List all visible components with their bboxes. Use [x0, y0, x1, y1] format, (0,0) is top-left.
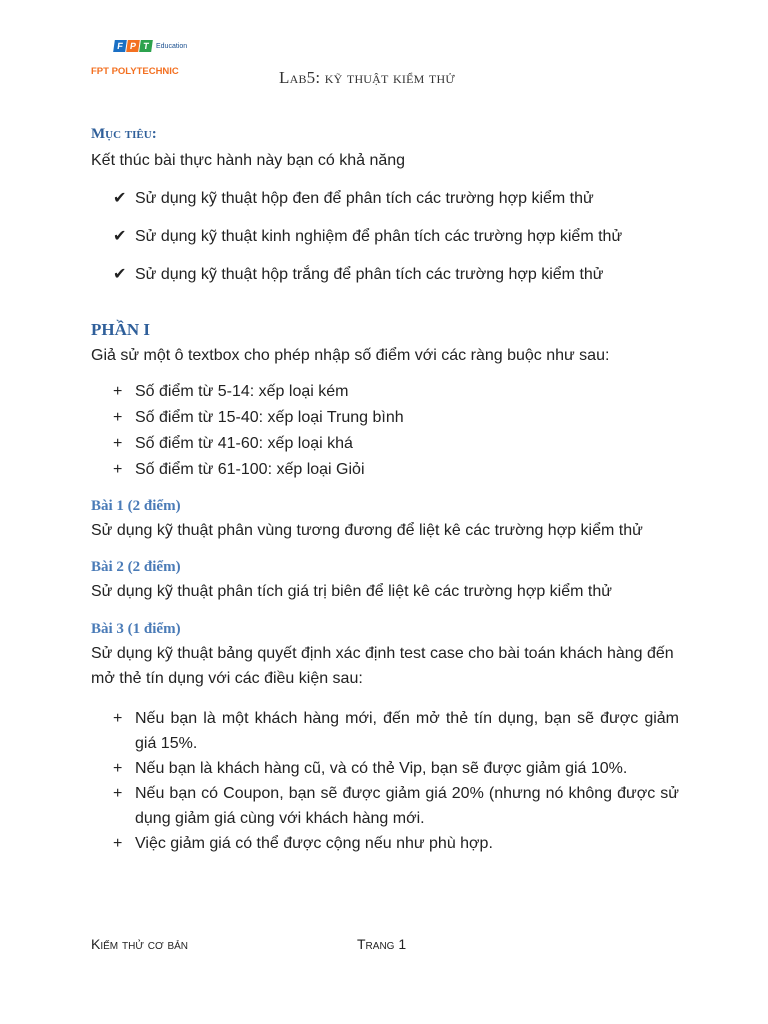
logo-letter-t: T — [139, 40, 153, 52]
condition-item — [113, 706, 679, 756]
fpt-logo-mark — [114, 40, 187, 52]
part-heading: PHẦN I — [91, 320, 151, 339]
condition-item — [113, 781, 679, 831]
objectives-heading: Mục tiêu: — [91, 126, 157, 142]
check-icon: ✔ — [113, 190, 127, 207]
constraint-text: Số điểm từ 41-60: xếp loại khá — [135, 435, 353, 452]
exercise-3-text: Sử dụng kỹ thuật bảng quyết định xác định test case cho bài toán khách hàng đến mở thẻ tín dụng với các điều kiện sau: — [91, 645, 674, 687]
condition-item — [113, 756, 679, 781]
constraint-item — [113, 409, 404, 427]
plus-bullet-icon: + — [113, 760, 123, 777]
plus-bullet-icon: + — [113, 383, 123, 400]
condition-text: Nếu bạn là một khách hàng mới, đến mở thẻ tín dụng, bạn sẽ được giảm giá 15%. — [135, 710, 679, 752]
condition-text: Nếu bạn có Coupon, bạn sẽ được giảm giá 20% (nhưng nó không được sử dụng giảm giá cùng với khách hàng mới. — [135, 785, 679, 827]
constraint-text: Số điểm từ 61-100: xếp loại Giỏi — [135, 461, 365, 478]
constraint-text: Số điểm từ 15-40: xếp loại Trung bình — [135, 409, 404, 426]
exercise-3-title: Bài 3 (1 điểm) — [91, 621, 181, 637]
exercise-1-text: Sử dụng kỹ thuật phân vùng tương đương để liệt kê các trường hợp kiểm thử — [91, 522, 643, 539]
document-title: Lab5: kỹ thuật kiểm thử — [279, 68, 455, 87]
exercise-1-title: Bài 1 (2 điểm) — [91, 498, 181, 514]
plus-bullet-icon: + — [113, 461, 123, 478]
plus-bullet-icon: + — [113, 785, 123, 802]
plus-bullet-icon: + — [113, 710, 123, 727]
condition-text: Việc giảm giá có thể được cộng nếu như phù hợp. — [135, 835, 493, 852]
constraint-item — [113, 461, 365, 479]
objective-item — [113, 226, 622, 246]
footer-page-number: Trang 1 — [357, 936, 407, 952]
logo-subtitle: Education — [156, 42, 188, 50]
condition-item — [113, 831, 679, 856]
objective-item — [113, 264, 604, 284]
objective-item — [113, 188, 594, 208]
logo-letter-p: P — [126, 40, 140, 52]
constraint-text: Số điểm từ 5-14: xếp loại kém — [135, 383, 349, 400]
part-intro: Giả sử một ô textbox cho phép nhập số điểm với các ràng buộc như sau: — [91, 347, 610, 364]
objective-text: Sử dụng kỹ thuật kinh nghiệm để phân tích các trường hợp kiểm thử — [135, 228, 623, 245]
fpt-polytechnic-logo — [91, 40, 201, 80]
constraint-item — [113, 383, 348, 401]
constraint-item — [113, 435, 353, 453]
objective-text: Sử dụng kỹ thuật hộp đen để phân tích các trường hợp kiểm thử — [135, 190, 594, 207]
objective-text: Sử dụng kỹ thuật hộp trắng để phân tích các trường hợp kiểm thử — [135, 266, 604, 283]
check-icon: ✔ — [113, 266, 127, 283]
logo-name: FPT POLYTECHNIC — [91, 66, 179, 77]
objectives-intro: Kết thúc bài thực hành này bạn có khả năng — [91, 152, 406, 169]
check-icon: ✔ — [113, 228, 127, 245]
exercise-2-title: Bài 2 (2 điểm) — [91, 559, 181, 575]
condition-text: Nếu bạn là khách hàng cũ, và có thẻ Vip, bạn sẽ được giảm giá 10%. — [135, 760, 628, 777]
exercise-2-text: Sử dụng kỹ thuật phân tích giá trị biên để liệt kê các trường hợp kiểm thử — [91, 583, 612, 600]
logo-letter-f: F — [113, 40, 127, 52]
plus-bullet-icon: + — [113, 409, 123, 426]
footer-course-name: Kiếm thử cơ bản — [91, 936, 189, 952]
plus-bullet-icon: + — [113, 435, 123, 452]
plus-bullet-icon: + — [113, 835, 123, 852]
